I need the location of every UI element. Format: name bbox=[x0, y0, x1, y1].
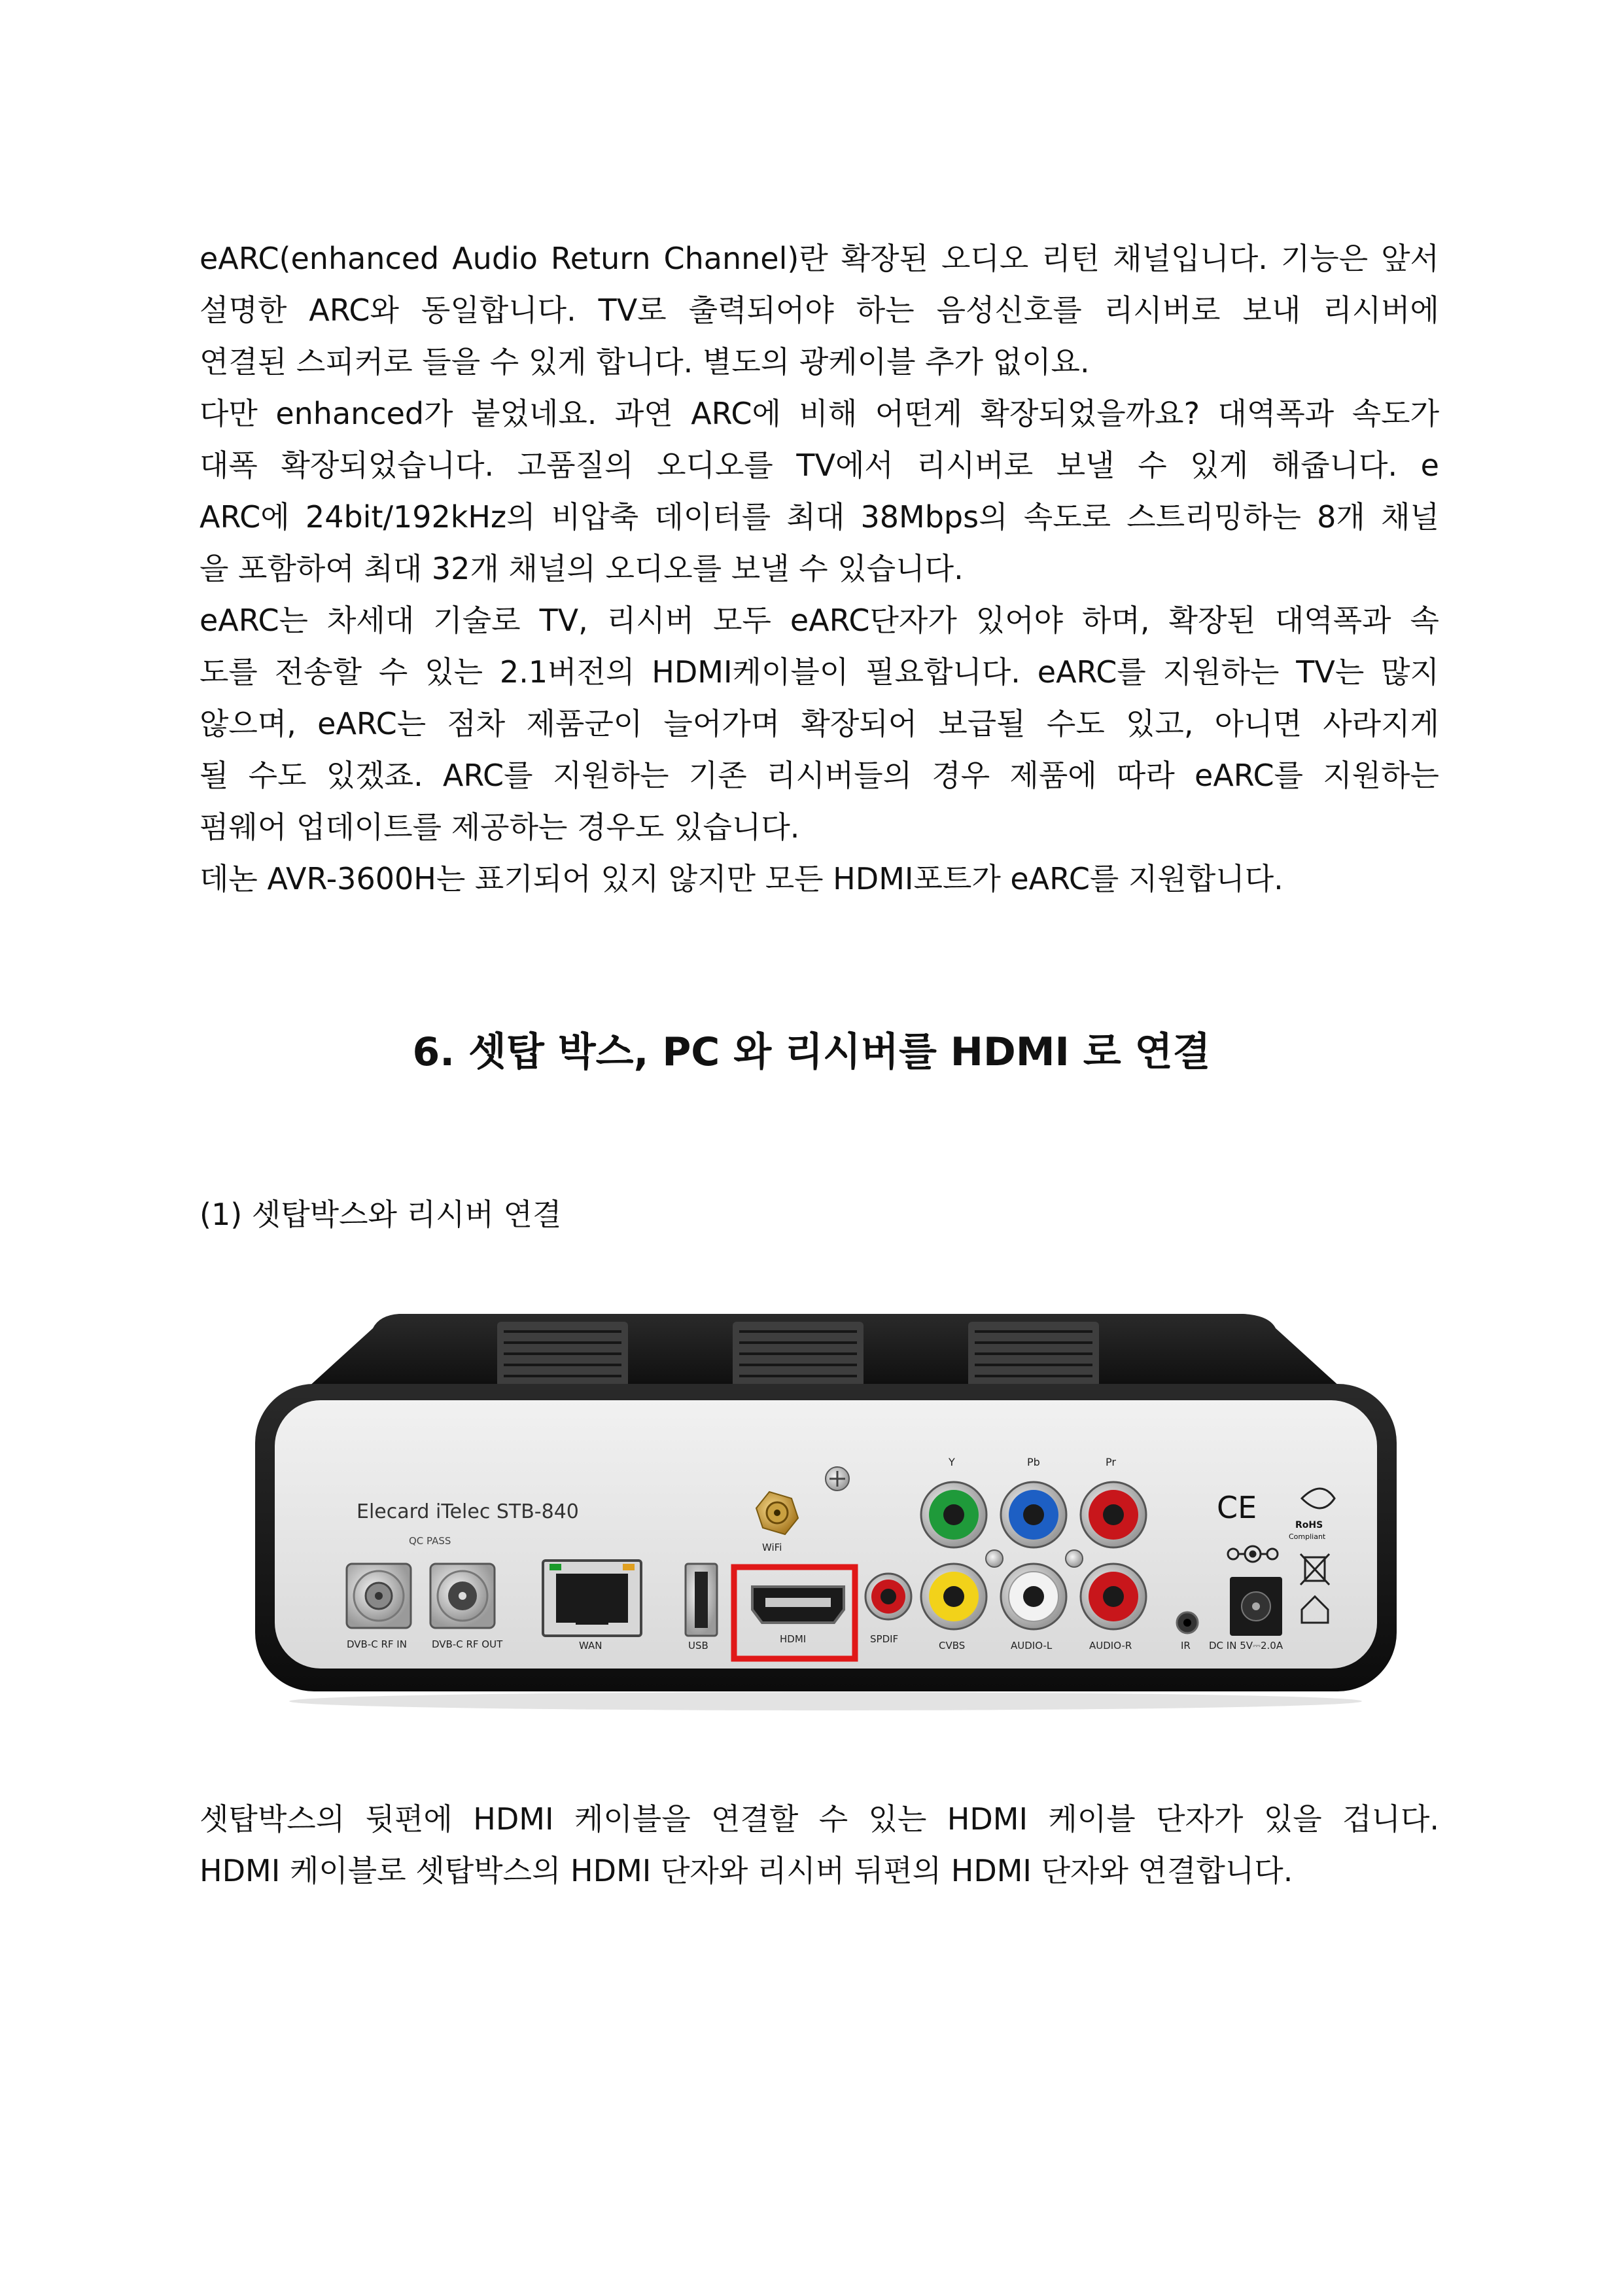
rf-in-label: DVB-C RF IN bbox=[347, 1638, 407, 1650]
text-line: 연결된 스피커로 들을 수 있게 합니다. 별도의 광케이블 추가 없이요. bbox=[200, 344, 1090, 380]
text-line: 않으며, eARC는 점차 제품군이 늘어가며 확장되어 보급될 수도 있고, 아니면 사라지게 bbox=[200, 706, 1439, 741]
text-line: eARC(enhanced Audio Return Channel)란 확장된 오디오 리턴 채널입니다. 기능은 앞서 bbox=[200, 241, 1439, 276]
text-line: 다만 enhanced가 붙었네요. 과연 ARC에 비해 어떤게 확장되었을까요? 대역폭과 속도가 bbox=[200, 396, 1439, 431]
ir-port bbox=[1177, 1612, 1198, 1633]
set-top-box-photo bbox=[222, 1302, 1429, 1721]
text-line: ARC에 24bit/192kHz의 비압축 데이터를 최대 38Mbps의 속도로 스트리밍하는 8개 채널 bbox=[200, 499, 1439, 535]
pr-label: Pr bbox=[1106, 1456, 1116, 1468]
screw bbox=[826, 1467, 849, 1491]
wan-label: WAN bbox=[579, 1640, 602, 1651]
section-subheading: (1) 셋탑박스와 리시버 연결 bbox=[200, 1197, 562, 1232]
rf-in-connector bbox=[347, 1564, 411, 1628]
audio-r-port bbox=[1081, 1564, 1146, 1629]
pb-label: Pb bbox=[1027, 1456, 1040, 1468]
rohs-label: RoHS bbox=[1295, 1520, 1323, 1530]
spdif-label: SPDIF bbox=[870, 1633, 899, 1645]
dc-power-port bbox=[1230, 1577, 1282, 1636]
text-line: 셋탑박스의 뒷편에 HDMI 케이블을 연결할 수 있는 HDMI 케이블 단자가 있을 겁니다. bbox=[200, 1801, 1439, 1837]
text-line: HDMI 케이블로 셋탑박스의 HDMI 단자와 리시버 뒤편의 HDMI 단자와 연결합니다. bbox=[200, 1853, 1293, 1888]
component-pb-port bbox=[1001, 1482, 1066, 1547]
audio-l-port bbox=[1001, 1564, 1066, 1629]
audio-l-label: AUDIO-L bbox=[1011, 1640, 1053, 1651]
text-line: 대폭 확장되었습니다. 고품질의 오디오를 TV에서 리시버로 보낼 수 있게 해줍니다. e bbox=[200, 448, 1439, 483]
ethernet-port bbox=[543, 1561, 641, 1636]
qc-label: QC PASS bbox=[409, 1535, 451, 1547]
text-line: 을 포함하여 최대 32개 채널의 오디오를 보낼 수 있습니다. bbox=[200, 551, 964, 586]
ir-label: IR bbox=[1181, 1640, 1191, 1651]
ce-mark-icon: CE bbox=[1217, 1490, 1257, 1525]
section-heading: 6. 셋탑 박스, PC 와 리시버를 HDMI 로 연결 bbox=[412, 1029, 1211, 1075]
text-line: 펌웨어 업데이트를 제공하는 경우도 있습니다. bbox=[200, 809, 800, 845]
usb-port bbox=[686, 1564, 717, 1636]
wifi-label: WiFi bbox=[762, 1542, 782, 1553]
dc-label: DC IN 5V⎓2.0A bbox=[1209, 1640, 1283, 1651]
cvbs-label: CVBS bbox=[939, 1640, 966, 1651]
y-label: Y bbox=[949, 1456, 955, 1468]
hdmi-label: HDMI bbox=[780, 1633, 807, 1645]
cvbs-port bbox=[921, 1564, 986, 1629]
spdif-port bbox=[865, 1574, 911, 1619]
hdmi-port bbox=[752, 1587, 844, 1623]
rohs-sub-label: Compliant bbox=[1289, 1532, 1326, 1541]
component-pr-port bbox=[1081, 1482, 1146, 1547]
text-line: 데논 AVR-3600H는 표기되어 있지 않지만 모든 HDMI포트가 eARC를 지원합니다. bbox=[200, 861, 1283, 896]
brand-label: Elecard iTelec STB-840 bbox=[357, 1500, 579, 1523]
rf-out-label: DVB-C RF OUT bbox=[432, 1638, 503, 1650]
text-line: 도를 전송할 수 있는 2.1버전의 HDMI케이블이 필요합니다. eARC를 지원하는 TV는 많지 bbox=[200, 654, 1439, 690]
rf-out-connector bbox=[430, 1564, 495, 1628]
text-line: eARC는 차세대 기술로 TV, 리시버 모두 eARC단자가 있어야 하며, 확장된 대역폭과 속 bbox=[200, 603, 1439, 638]
text-line: 될 수도 있겠죠. ARC를 지원하는 기존 리시버들의 경우 제품에 따라 eARC를 지원하는 bbox=[200, 758, 1439, 793]
usb-label: USB bbox=[688, 1640, 708, 1651]
audio-r-label: AUDIO-R bbox=[1089, 1640, 1132, 1651]
component-y-port bbox=[921, 1482, 986, 1547]
text-line: 설명한 ARC와 동일합니다. TV로 출력되어야 하는 음성신호를 리시버로 보내 리시버에 bbox=[200, 292, 1439, 328]
